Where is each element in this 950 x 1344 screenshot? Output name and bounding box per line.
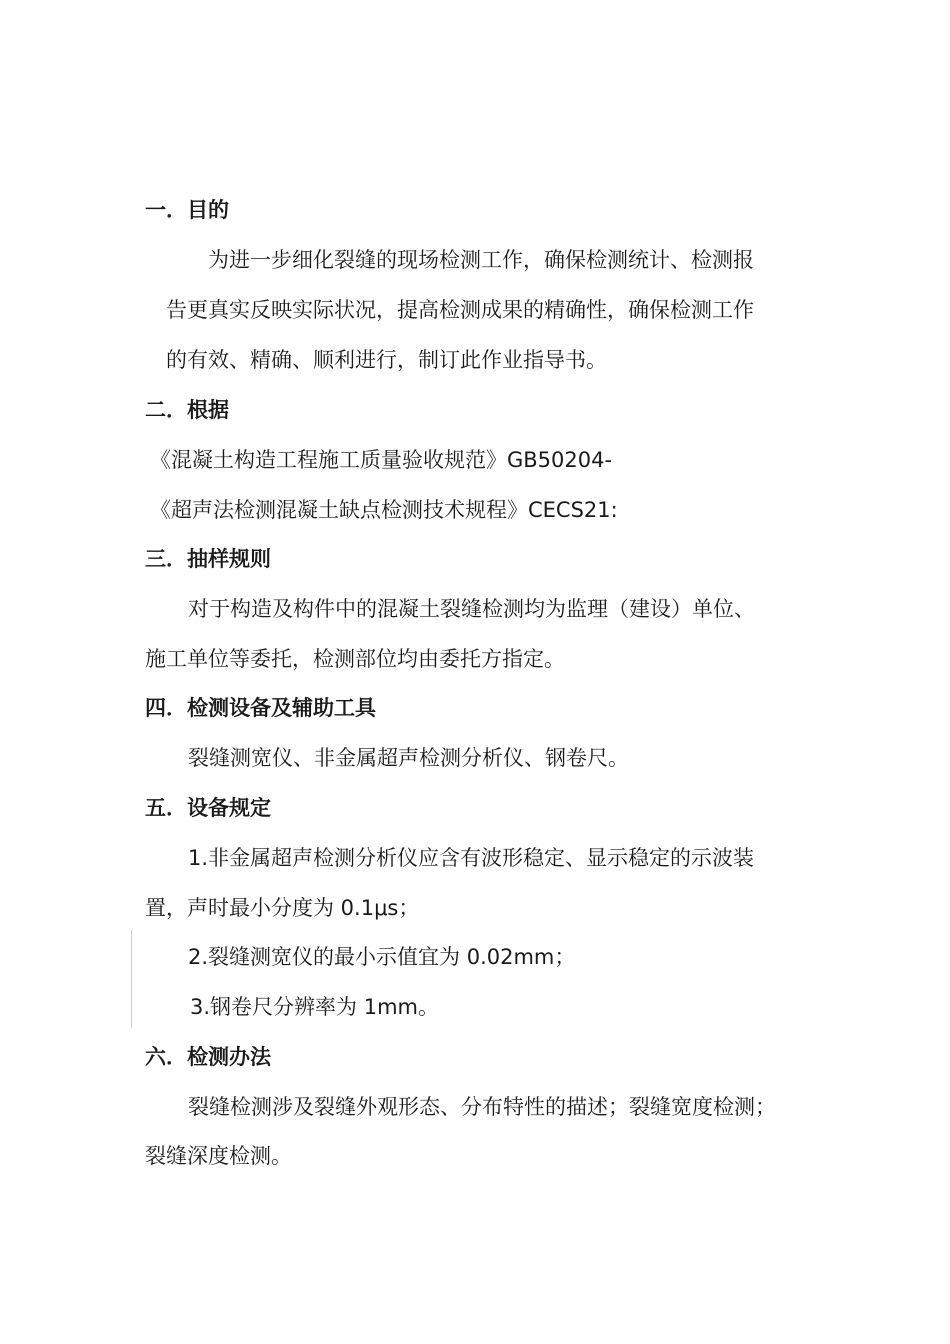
section-5-line-4: 3.钢卷尺分辨率为 1mm。 — [190, 995, 439, 1019]
section-2-line-1: 《混凝土构造工程施工质量验收规范》GB50204- — [150, 448, 613, 472]
section-1-line-3: 的有效、精确、顺利进行，制订此作业指导书。 — [166, 348, 607, 372]
section-2-heading: 二．根据 — [145, 398, 229, 422]
margin-rule — [131, 930, 132, 1028]
section-6-line-1: 裂缝检测涉及裂缝外观形态、分布特性的描述；裂缝宽度检测； — [188, 1095, 776, 1119]
section-4-heading: 四．检测设备及辅助工具 — [145, 696, 376, 720]
section-6-heading: 六．检测办法 — [145, 1045, 271, 1069]
section-1-line-2: 告更真实反映实际状况，提高检测成果的精确性，确保检测工作 — [166, 298, 754, 322]
section-4-line-1: 裂缝测宽仪、非金属超声检测分析仪、钢卷尺。 — [188, 746, 629, 770]
section-2-line-2: 《超声法检测混凝土缺点检测技术规程》CECS21: — [150, 498, 618, 522]
section-6-line-2: 裂缝深度检测。 — [145, 1144, 292, 1168]
section-3-line-2: 施工单位等委托，检测部位均由委托方指定。 — [145, 647, 565, 671]
section-1-line-1: 为进一步细化裂缝的现场检测工作，确保检测统计、检测报 — [208, 248, 754, 272]
section-5-heading: 五．设备规定 — [145, 796, 271, 820]
section-5-line-1: 1.非金属超声检测分析仪应含有波形稳定、显示稳定的示波装 — [188, 846, 755, 870]
section-1-heading: 一．目的 — [145, 198, 229, 222]
section-5-line-2: 置，声时最小分度为 0.1μs； — [145, 896, 420, 920]
section-3-line-1: 对于构造及构件中的混凝土裂缝检测均为监理（建设）单位、 — [188, 597, 755, 621]
section-5-line-3: 2.裂缝测宽仪的最小示值宜为 0.02mm； — [188, 945, 576, 969]
section-3-heading: 三．抽样规则 — [145, 547, 271, 571]
